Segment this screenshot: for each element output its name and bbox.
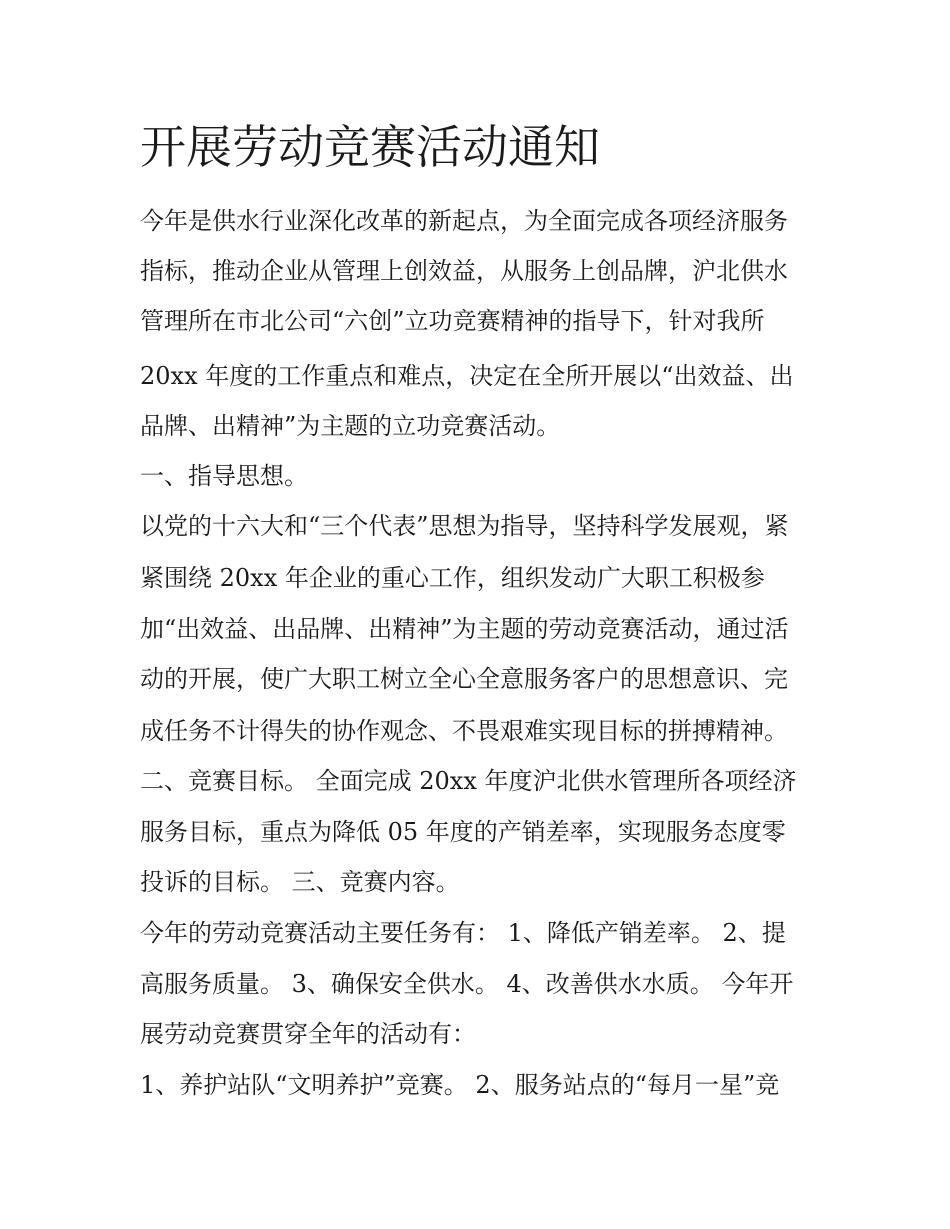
body-line: 指标，推动企业从管理上创效益，从服务上创品牌，沪北供水	[140, 257, 788, 285]
body-line: 二、竞赛目标。 全面完成 20xx 年度沪北供水管理所各项经济	[140, 767, 797, 795]
body-line: 品牌、出精神”为主题的立功竞赛活动。	[140, 412, 561, 440]
body-line: 紧围绕 20xx 年企业的重心工作，组织发动广大职工积极参	[140, 564, 765, 592]
body-line: 服务目标，重点为降低 05 年度的产销差率，实现服务态度零	[140, 818, 786, 846]
body-line: 投诉的目标。 三、竞赛内容。	[140, 868, 460, 896]
body-line: 20xx 年度的工作重点和难点，决定在全所开展以“出效益、出	[140, 362, 794, 390]
body-line: 动的开展，使广大职工树立全心全意服务客户的思想意识、完	[140, 665, 788, 693]
body-line: 今年的劳动竞赛活动主要任务有： 1、降低产销差率。 2、提	[140, 919, 786, 947]
body-line: 展劳动竞赛贯穿全年的活动有：	[140, 1020, 476, 1048]
body-line: 成任务不计得失的协作观念、不畏艰难实现目标的拼搏精神。	[140, 717, 788, 745]
body-line: 今年是供水行业深化改革的新起点，为全面完成各项经济服务	[140, 207, 788, 235]
section-heading: 一、指导思想。	[140, 462, 308, 490]
body-line: 以党的十六大和“三个代表”思想为指导，坚持科学发展观，紧	[140, 512, 789, 540]
body-line: 1、养护站队“文明养护”竞赛。 2、服务站点的“每月一星”竞	[140, 1071, 780, 1099]
body-line: 高服务质量。 3、确保安全供水。 4、改善供水水质。 今年开	[140, 970, 794, 998]
body-line: 加“出效益、出品牌、出精神”为主题的劳动竞赛活动，通过活	[140, 615, 789, 643]
document-title: 开展劳动竞赛活动通知	[140, 120, 600, 174]
body-line: 管理所在市北公司“六创”立功竞赛精神的指导下，针对我所	[140, 307, 765, 335]
